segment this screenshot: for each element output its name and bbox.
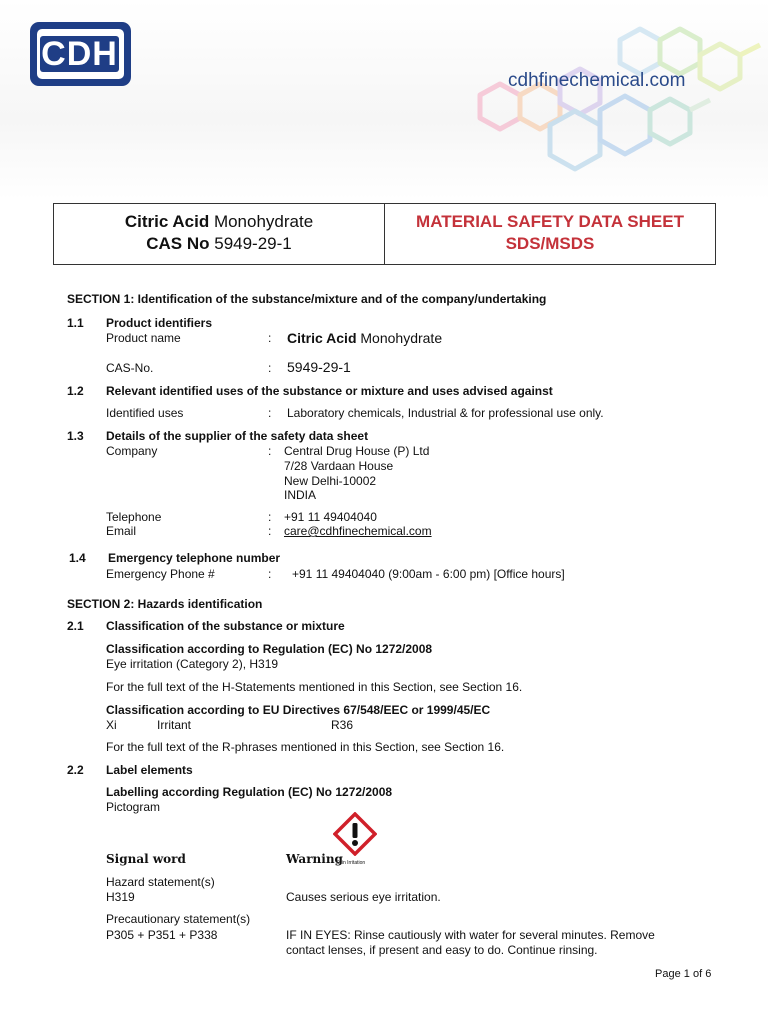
product-name-value: Citric Acid Monohydrate	[287, 330, 443, 346]
telephone-value: +91 11 49404040	[284, 510, 377, 524]
colon: :	[268, 444, 272, 458]
company-line: New Delhi-10002	[284, 474, 377, 488]
subsection-1-2-number: 1.2	[67, 384, 84, 398]
subsection-2-2-number: 2.2	[67, 763, 84, 777]
colon: :	[268, 524, 272, 538]
cas-title: CAS No 5949-29-1	[146, 234, 292, 253]
subsection-1-2-title: Relevant identified uses of the substance or mixture and uses advised against	[106, 384, 553, 398]
document-subtitle: SDS/MSDS	[505, 234, 595, 253]
molecule-graphic	[420, 0, 768, 200]
colon: :	[268, 361, 272, 375]
hazard-code: H319	[106, 890, 135, 904]
subsection-1-1-number: 1.1	[67, 316, 84, 330]
precautionary-text-line-2: contact lenses, if present and easy to do. Continue rinsing.	[286, 943, 598, 957]
telephone-label: Telephone	[106, 510, 162, 524]
subsection-1-3-number: 1.3	[67, 429, 84, 443]
r-phrase-note: For the full text of the R-phrases mentioned in this Section, see Section 16.	[106, 740, 505, 754]
product-title: Citric Acid Monohydrate	[124, 212, 314, 231]
signal-word-value: Warning	[286, 852, 343, 866]
hazard-text: Causes serious eye irritation.	[286, 890, 441, 904]
pictogram-caption: Skin Irritation	[336, 860, 366, 866]
product-name-label: Product name	[106, 331, 181, 345]
subsection-1-4-title: Emergency telephone number	[108, 551, 281, 565]
company-line: INDIA	[284, 488, 317, 502]
subsection-1-1-title: Product identifiers	[106, 316, 213, 330]
document-title: MATERIAL SAFETY DATA SHEET	[416, 212, 684, 231]
identified-uses-value: Laboratory chemicals, Industrial & for professional use only.	[287, 406, 604, 420]
signal-word-label: Signal word	[106, 852, 186, 866]
hazard-statement-label: Hazard statement(s)	[106, 875, 215, 889]
eu-symbol: Xi	[106, 718, 117, 732]
colon: :	[268, 567, 272, 581]
precautionary-code: P305 + P351 + P338	[106, 928, 218, 942]
email-label: Email	[106, 524, 137, 538]
eu-description: Irritant	[157, 718, 192, 732]
colon: :	[268, 510, 272, 524]
subsection-2-2-title: Label elements	[106, 763, 193, 777]
h-statement-note: For the full text of the H-Statements mentioned in this Section, see Section 16.	[106, 680, 523, 694]
eu-r-phrase: R36	[331, 718, 354, 732]
clp-value: Eye irritation (Category 2), H319	[106, 657, 279, 671]
identified-uses-label: Identified uses	[106, 406, 184, 420]
email-link[interactable]: care@cdhfinechemical.com	[284, 524, 432, 538]
subsection-2-1-title: Classification of the substance or mixture	[106, 619, 345, 633]
labelling-heading: Labelling according Regulation (EC) No 1272/2008	[106, 785, 393, 799]
colon: :	[268, 406, 272, 420]
section-1-heading: SECTION 1: Identification of the substance/mixture and of the company/undertaking	[67, 292, 547, 306]
subsection-2-1-number: 2.1	[67, 619, 84, 633]
colon: :	[268, 331, 272, 345]
company-line: 7/28 Vardaan House	[284, 459, 394, 473]
logo-text: CDH	[41, 35, 118, 73]
section-2-heading: SECTION 2: Hazards identification	[67, 597, 263, 611]
clp-heading: Classification according to Regulation (EC) No 1272/2008	[106, 642, 433, 656]
exclamation-hazard-icon	[333, 812, 377, 856]
emergency-value: +91 11 49404040 (9:00am - 6:00 pm) [Office hours]	[292, 567, 565, 581]
subsection-1-4-number: 1.4	[69, 551, 86, 565]
page-number: Page 1 of 6	[655, 968, 712, 980]
emergency-label: Emergency Phone #	[106, 567, 215, 581]
company-label: Company	[106, 444, 158, 458]
precautionary-label: Precautionary statement(s)	[106, 912, 251, 926]
cas-label: CAS-No.	[106, 361, 154, 375]
company-line: Central Drug House (P) Ltd	[284, 444, 430, 458]
cdh-logo	[30, 22, 131, 86]
pictogram-label: Pictogram	[106, 800, 161, 814]
cas-value: 5949-29-1	[287, 359, 351, 375]
precautionary-text-line-1: IF IN EYES: Rinse cautiously with water for several minutes. Remove	[286, 928, 655, 942]
title-box	[53, 203, 716, 265]
website-url[interactable]: cdhfinechemical.com	[508, 70, 686, 91]
subsection-1-3-title: Details of the supplier of the safety data sheet	[106, 429, 369, 443]
eu-classification-heading: Classification according to EU Directives 67/548/EEC or 1999/45/EC	[106, 703, 491, 717]
